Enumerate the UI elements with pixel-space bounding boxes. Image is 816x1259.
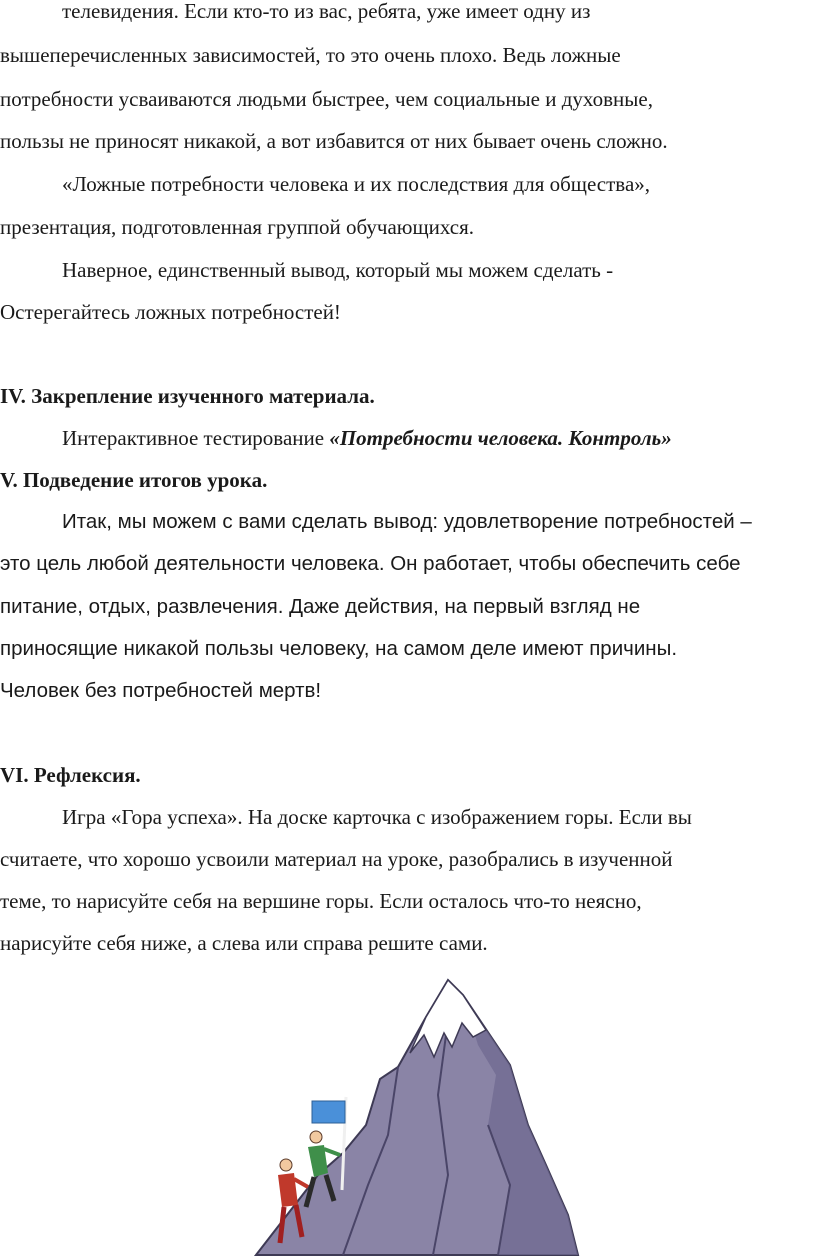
paragraph-line: «Ложные потребности человека и их последствия для общества», bbox=[62, 172, 651, 196]
paragraph-line: Человек без потребностей мертв! bbox=[0, 679, 322, 702]
paragraph-line: вышеперечисленных зависимостей, то это очень плохо. Ведь ложные bbox=[0, 43, 621, 67]
paragraph-line: пользы не приносят никакой, а вот избавится от них бывает очень сложно. bbox=[0, 129, 668, 153]
paragraph-line: приносящие никакой пользы человеку, на самом деле имеют причины. bbox=[0, 637, 678, 660]
paragraph-line: нарисуйте себя ниже, а слева или справа решите сами. bbox=[0, 931, 488, 955]
paragraph-line: телевидения. Если кто-то из вас, ребята, уже имеет одну из bbox=[62, 0, 591, 23]
section-text bbox=[62, 424, 672, 452]
paragraph-line: Игра «Гора успеха». На доске карточка с изображением горы. Если вы bbox=[62, 805, 692, 829]
section-heading: IV. Закрепление изученного материала. bbox=[0, 384, 375, 408]
paragraph-line: Наверное, единственный вывод, который мы можем сделать - bbox=[62, 258, 614, 282]
paragraph-line: потребности усваиваются людьми быстрее, чем социальные и духовные, bbox=[0, 87, 653, 111]
section-heading: VI. Рефлексия. bbox=[0, 763, 141, 787]
mountain-climbers-icon bbox=[248, 975, 583, 1259]
paragraph-line: питание, отдых, развлечения. Даже действия, на первый взгляд не bbox=[0, 595, 641, 618]
section-heading: V. Подведение итогов урока. bbox=[0, 468, 268, 492]
paragraph-line: Остерегайтесь ложных потребностей! bbox=[0, 300, 341, 324]
paragraph-line: теме, то нарисуйте себя на вершине горы. Если осталось что-то неясно, bbox=[0, 889, 642, 913]
paragraph-line: это цель любой деятельности человека. Он работает, чтобы обеспечить себе bbox=[0, 552, 741, 575]
paragraph-line: считаете, что хорошо усвоили материал на уроке, разобрались в изученной bbox=[0, 847, 673, 871]
paragraph-line: Итак, мы можем с вами сделать вывод: удовлетворение потребностей – bbox=[62, 510, 752, 533]
paragraph-line: презентация, подготовленная группой обучающихся. bbox=[0, 215, 475, 239]
text-prefix: Интерактивное тестирование bbox=[62, 426, 330, 450]
test-title: «Потребности человека. Контроль» bbox=[329, 426, 672, 450]
